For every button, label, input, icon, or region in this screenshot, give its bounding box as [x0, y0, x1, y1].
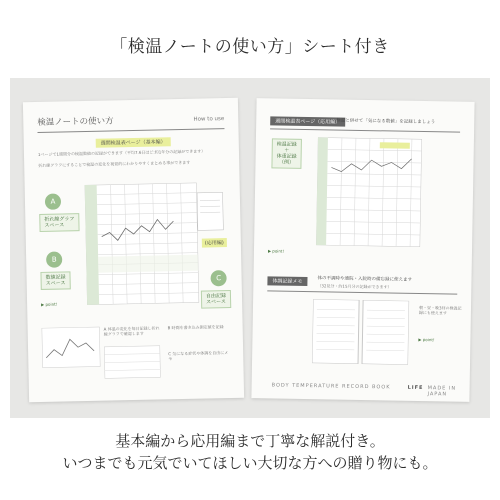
applied-rule: [270, 128, 460, 132]
right-page: [251, 98, 474, 402]
marker-b: B: [46, 251, 62, 267]
title-rule: [38, 128, 225, 133]
intro-line-1: 1ページで1週間分の検温数値の記録ができます（平均7.6日ほど:約1年分の記録ができます）: [37, 148, 206, 157]
book-footer: BODY TEMPERATURE RECORD BOOK: [271, 382, 391, 391]
section-tag-memo: 体調記録メモ: [267, 276, 307, 286]
notebook-preview: [197, 192, 224, 231]
right-point-label-2: ▶ point!: [418, 336, 435, 343]
example-text-b: B 時間を書き込み測定値を記録: [167, 324, 224, 331]
pill-free-space: 自由記録 スペース: [201, 290, 231, 309]
memo-sheet: [312, 299, 409, 365]
marker-a: A: [45, 194, 61, 210]
pill-number-space: 数値記録 スペース: [40, 271, 70, 290]
brand-logo: LIFE: [407, 384, 424, 392]
product-photo: [10, 78, 490, 418]
marker-c: C: [210, 270, 226, 286]
left-page: [23, 98, 244, 402]
made-in-label: MADE IN JAPAN: [427, 385, 457, 398]
applied-heading: 検温と併せて「気になる数値」を記録しましょう: [336, 118, 436, 126]
left-page-title: 検温ノートの使い方: [37, 116, 114, 128]
side-text: 朝・昼・晩3回の検温記録にも使えます: [418, 304, 462, 316]
example-text-c: C 気になる症状や体調を自由にメモ: [168, 350, 229, 362]
intro-line-2: 折れ線グラフにすることで検温の変化を視覚的にわかりやすくまとめる事ができます: [38, 159, 191, 168]
memo-rule: [267, 290, 457, 294]
headline: 「検温ノートの使い方」シート付き: [110, 37, 390, 57]
right-point-label-1: ▶ point!: [267, 248, 285, 254]
memo-heading-sub: （32見分・約15月分の記録ができます）: [317, 283, 392, 290]
note-tag: (応用編): [202, 238, 227, 248]
memo-heading: 体の不調時や通院・入院時の備忘録に使えます: [317, 276, 413, 283]
caption-line-1: 基本編から応用編まで丁寧な解説付き。: [115, 432, 385, 450]
pill-temp-weight: 検温記録 ＋ 体重記録 （例）: [271, 138, 302, 169]
example-graph-2: [104, 345, 161, 378]
caption-line-2: いつまでも元気でいてほしい大切な方への贈り物にも。: [62, 454, 438, 472]
how-to-use-label: How to use: [193, 116, 225, 123]
example-graph-1: [42, 327, 101, 368]
section-tag-basic: 週間検温表ページ（基本編）: [96, 137, 171, 148]
left-point-label: ▶ point!: [41, 301, 58, 307]
pill-graph-space: 折れ線グラフ スペース: [39, 213, 79, 232]
example-text-a: A 体温の変化を毎日記録し折れ線グラフで確認します: [103, 325, 160, 337]
applied-chart-sheet: [316, 137, 422, 247]
sample-chart-sheet: [85, 183, 199, 305]
section-tag-applied: 週間検温表ページ（応用編）: [270, 116, 345, 126]
